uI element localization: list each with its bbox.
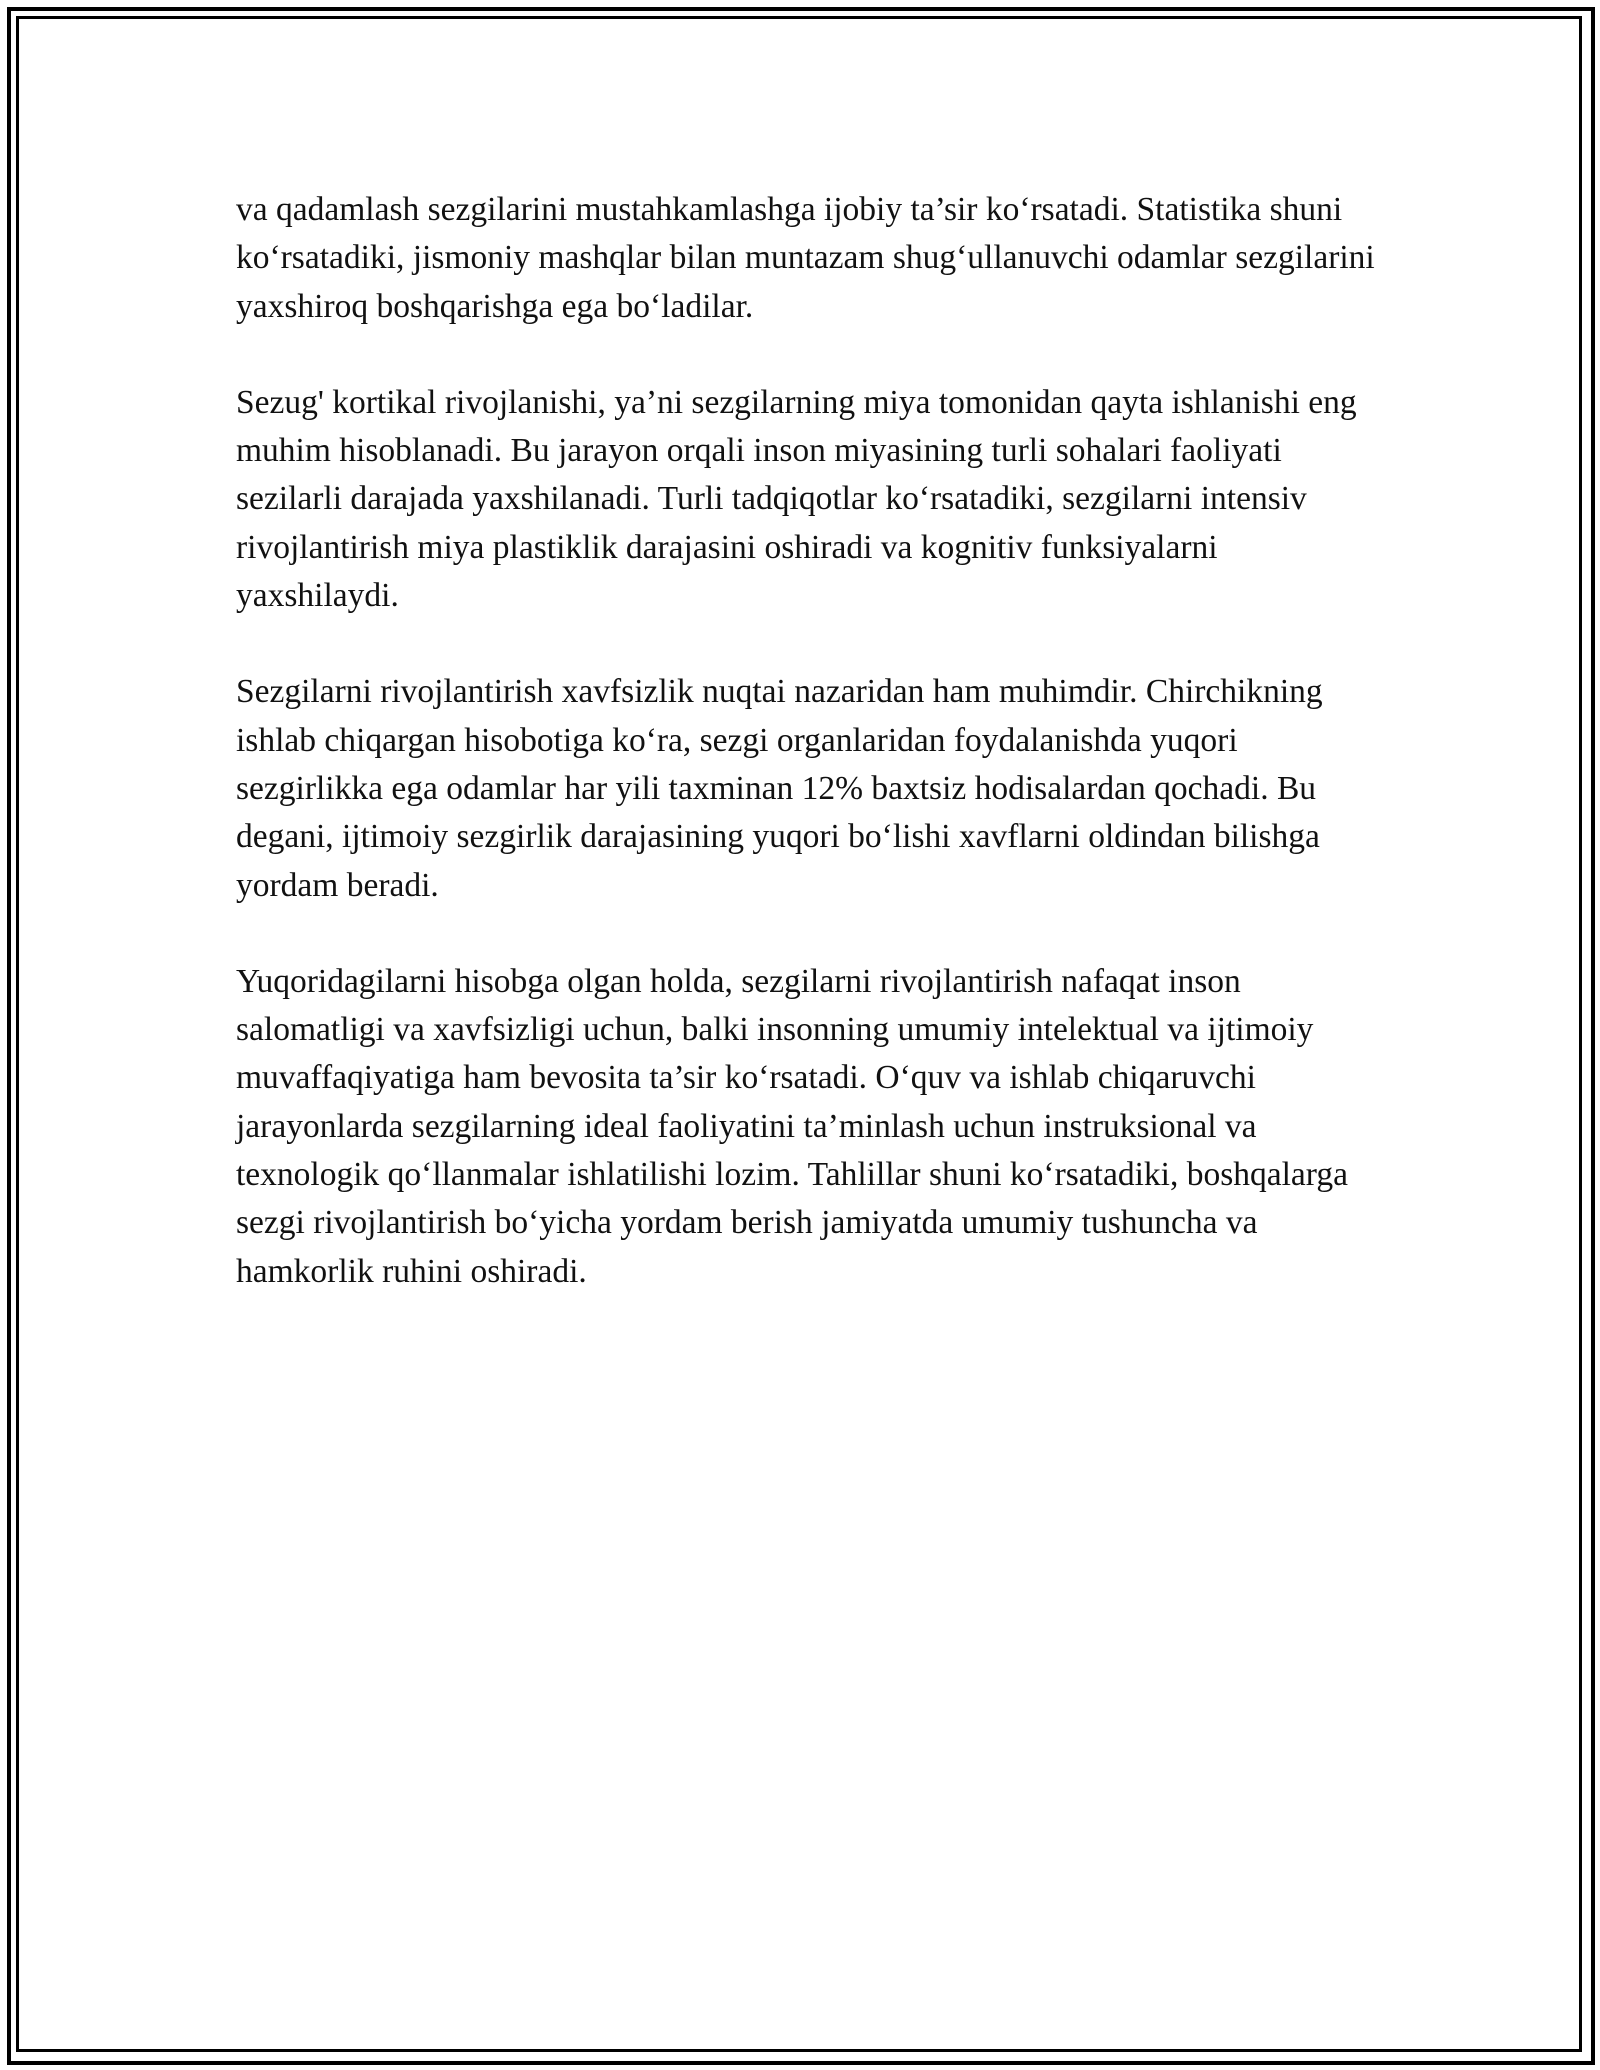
document-body [236, 186, 1376, 1344]
paragraph-1: va qadamlash sezgilarini mustahkamlashga ijobiy ta’sir ko‘rsatadi. Statistika shuni ko‘rsatadiki, jismoniy mashqlar bilan muntazam shug‘ullanuvchi odamlar sezgilarini yaxshiroq boshqarishga ega bo‘ladilar. [236, 191, 1375, 325]
paragraph-4: Yuqoridagilarni hisobga olgan holda, sezgilarni rivojlantirish nafaqat inson salomatligi va xavfsizligi uchun, balki insonning umumiy intelektual va ijtimoiy muvaffaqiyatiga ham bevosita ta’sir ko‘rsatadi. O‘quv va ishlab chiqaruvchi jarayonlarda sezgilarning ideal faoliyatini ta’minlash uchun instruksional va texnologik qo‘llanmalar ishlatilishi lozim. Tahlillar shuni ko‘rsatadiki, boshqalarga sezgi rivojlantirish bo‘yicha yordam berish jamiyatda umumiy tushuncha va hamkorlik ruhini oshiradi. [236, 962, 1348, 1290]
paragraph-2: Sezug' kortikal rivojlanishi, ya’ni sezgilarning miya tomonidan qayta ishlanishi eng muhim hisoblanadi. Bu jarayon orqali inson miyasining turli sohalari faoliyati sezilarli darajada yaxshilanadi. Turli tadqiqotlar ko‘rsatadiki, sezgilarni intensiv rivojlantirish miya plastiklik darajasini oshiradi va kognitiv funksiyalarni yaxshilaydi. [236, 383, 1357, 615]
paragraph-3: Sezgilarni rivojlantirish xavfsizlik nuqtai nazaridan ham muhimdir. Chirchikning ishlab chiqargan hisobotiga ko‘ra, sezgi organlaridan foydalanishda yuqori sezgirlikka ega odamlar har yili taxminan 12% baxtsiz hodisalardan qochadi. Bu degani, ijtimoiy sezgirlik darajasining yuqori bo‘lishi xavflarni oldindan bilishga yordam beradi. [236, 673, 1323, 904]
